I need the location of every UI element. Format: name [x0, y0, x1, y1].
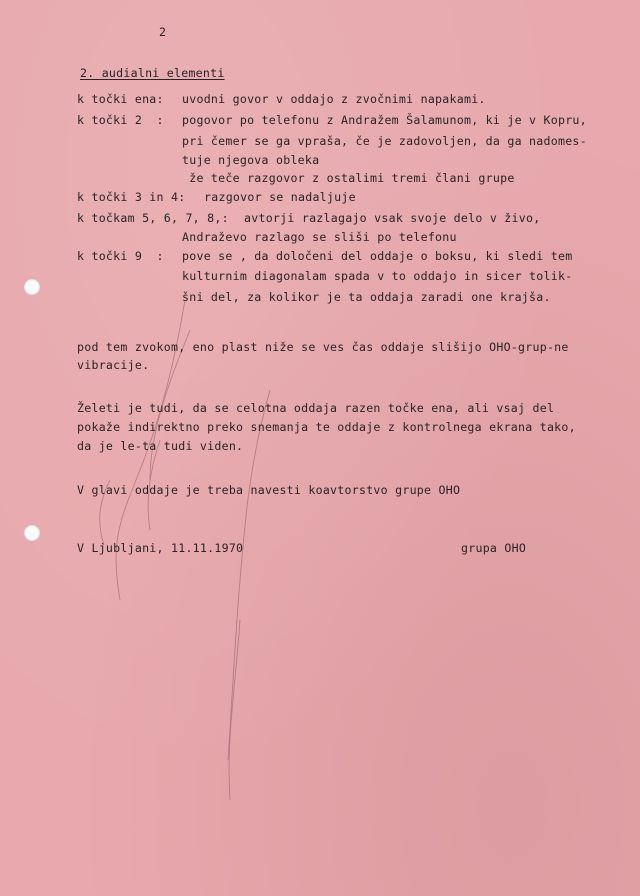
- item-1-label: k točki ena:: [77, 92, 164, 106]
- place-date: V Ljubljani, 11.11.1970: [77, 541, 244, 555]
- item-2-line-1: pogovor po telefonu z Andražem Šalamunom, ki je v Kopru,: [182, 113, 587, 127]
- page-number: 2: [159, 25, 167, 39]
- item-3-label: k točki 3 in 4:: [77, 190, 186, 204]
- paragraph-2-line-1: Želeti je tudi, da se celotna oddaja razen točke ena, ali vsaj del: [77, 401, 555, 415]
- item-5-line-3: šni del, za kolikor je ta oddaja zaradi one krajša.: [182, 290, 551, 304]
- item-4-label: k točkam 5, 6, 7, 8,:: [77, 211, 229, 225]
- item-2-label: k točki 2 :: [77, 113, 164, 127]
- paragraph-3-line-1: V glavi oddaje je treba navesti koavtorstvo grupe OHO: [77, 483, 461, 497]
- item-4-line-2: Andraževo razlago se sliši po telefonu: [182, 230, 457, 244]
- item-2-line-3: tuje njegova obleka: [182, 153, 320, 167]
- paragraph-2-line-2: pokaže indirektno preko snemanja te oddaje z kontrolnega ekrana tako,: [77, 420, 576, 434]
- item-5-label: k točki 9 :: [77, 249, 164, 263]
- paragraph-1-line-2: vibracije.: [77, 358, 150, 372]
- item-5-line-2: kulturnim diagonalam spada v to oddajo in sicer tolik-: [182, 269, 573, 283]
- item-3-line-1: razgovor se nadaljuje: [204, 190, 356, 204]
- section-heading: 2. audialni elementi: [80, 66, 225, 80]
- item-5-line-1: pove se , da določeni del oddaje o boksu, ki sledi tem: [182, 249, 573, 263]
- item-1-line-1: uvodni govor v oddajo z zvočnimi napakami.: [182, 92, 486, 106]
- paragraph-2-line-3: da je le-ta tudi viden.: [77, 439, 244, 453]
- item-2-line-4: že teče razgovor z ostalimi tremi člani grupe: [182, 171, 515, 185]
- signature: grupa OHO: [461, 541, 527, 555]
- paragraph-1-line-1: pod tem zvokom, eno plast niže se ves čas oddaje slišijo OHO-grup-ne: [77, 340, 569, 354]
- item-4-line-1: avtorji razlagajo vsak svoje delo v živo,: [244, 211, 541, 225]
- item-2-line-2: pri čemer se ga vpraša, če je zadovoljen, da ga nadomes-: [182, 134, 587, 148]
